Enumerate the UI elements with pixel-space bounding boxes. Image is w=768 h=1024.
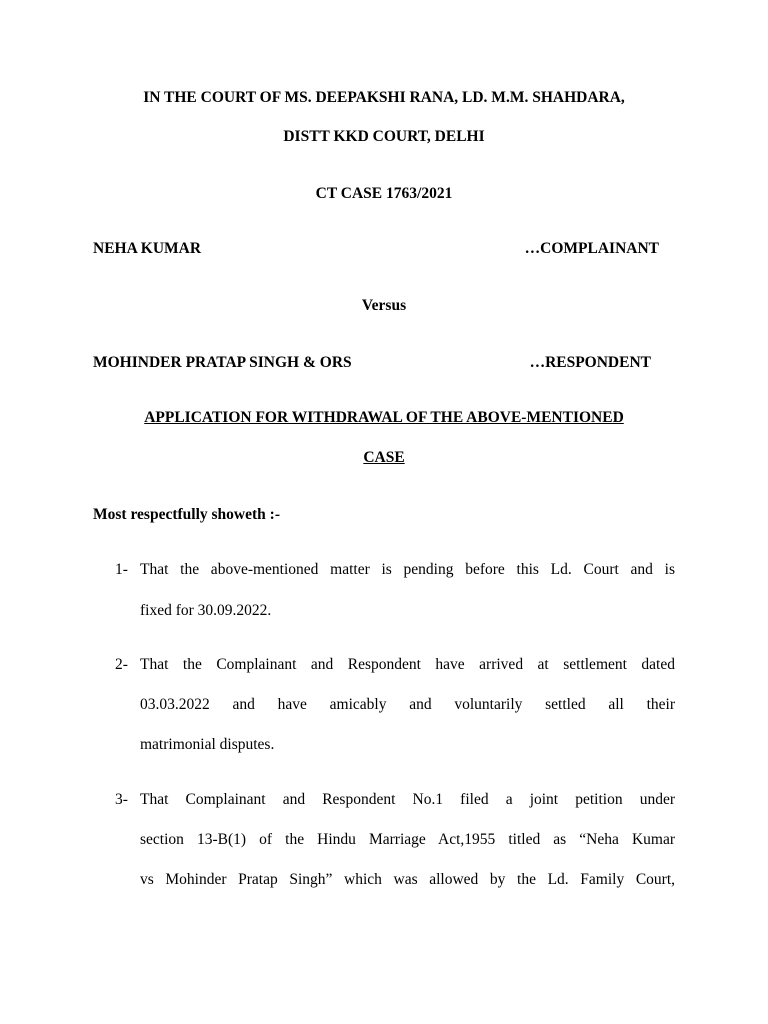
item-text-line: That the above-mentioned matter is pending before this Ld. Court and is [140, 561, 675, 578]
application-title-line-1: APPLICATION FOR WITHDRAWAL OF THE ABOVE-MENTIONED [144, 409, 624, 426]
application-title-line-2: CASE [363, 449, 405, 466]
respondent-role: …RESPONDENT [529, 354, 651, 371]
item-text-line: vs Mohinder Pratap Singh” which was allowed by the Ld. Family Court, [140, 871, 675, 888]
item-text-line: matrimonial disputes. [140, 736, 275, 753]
respondent-name: MOHINDER PRATAP SINGH & ORS [93, 354, 352, 371]
court-heading-line-2: DISTT KKD COURT, DELHI [283, 128, 485, 145]
item-text-line: That the Complainant and Respondent have arrived at settlement dated [140, 656, 675, 673]
case-number: CT CASE 1763/2021 [315, 185, 453, 202]
complainant-role: …COMPLAINANT [524, 240, 659, 257]
court-heading-line-1: IN THE COURT OF MS. DEEPAKSHI RANA, LD. M.M. SHAHDARA, [143, 89, 625, 106]
item-text-line: That Complainant and Respondent No.1 filed a joint petition under [140, 791, 675, 808]
item-text-line: 03.03.2022 and have amicably and voluntarily settled all their [140, 696, 675, 713]
complainant-name: NEHA KUMAR [93, 240, 202, 257]
versus-label: Versus [361, 297, 407, 314]
item-number: 2- [115, 656, 128, 673]
salutation: Most respectfully showeth :- [93, 506, 280, 523]
item-number: 1- [115, 561, 128, 578]
item-number: 3- [115, 791, 128, 808]
item-text-line: section 13-B(1) of the Hindu Marriage Act,1955 titled as “Neha Kumar [140, 831, 675, 848]
item-text-line: fixed for 30.09.2022. [140, 602, 272, 619]
